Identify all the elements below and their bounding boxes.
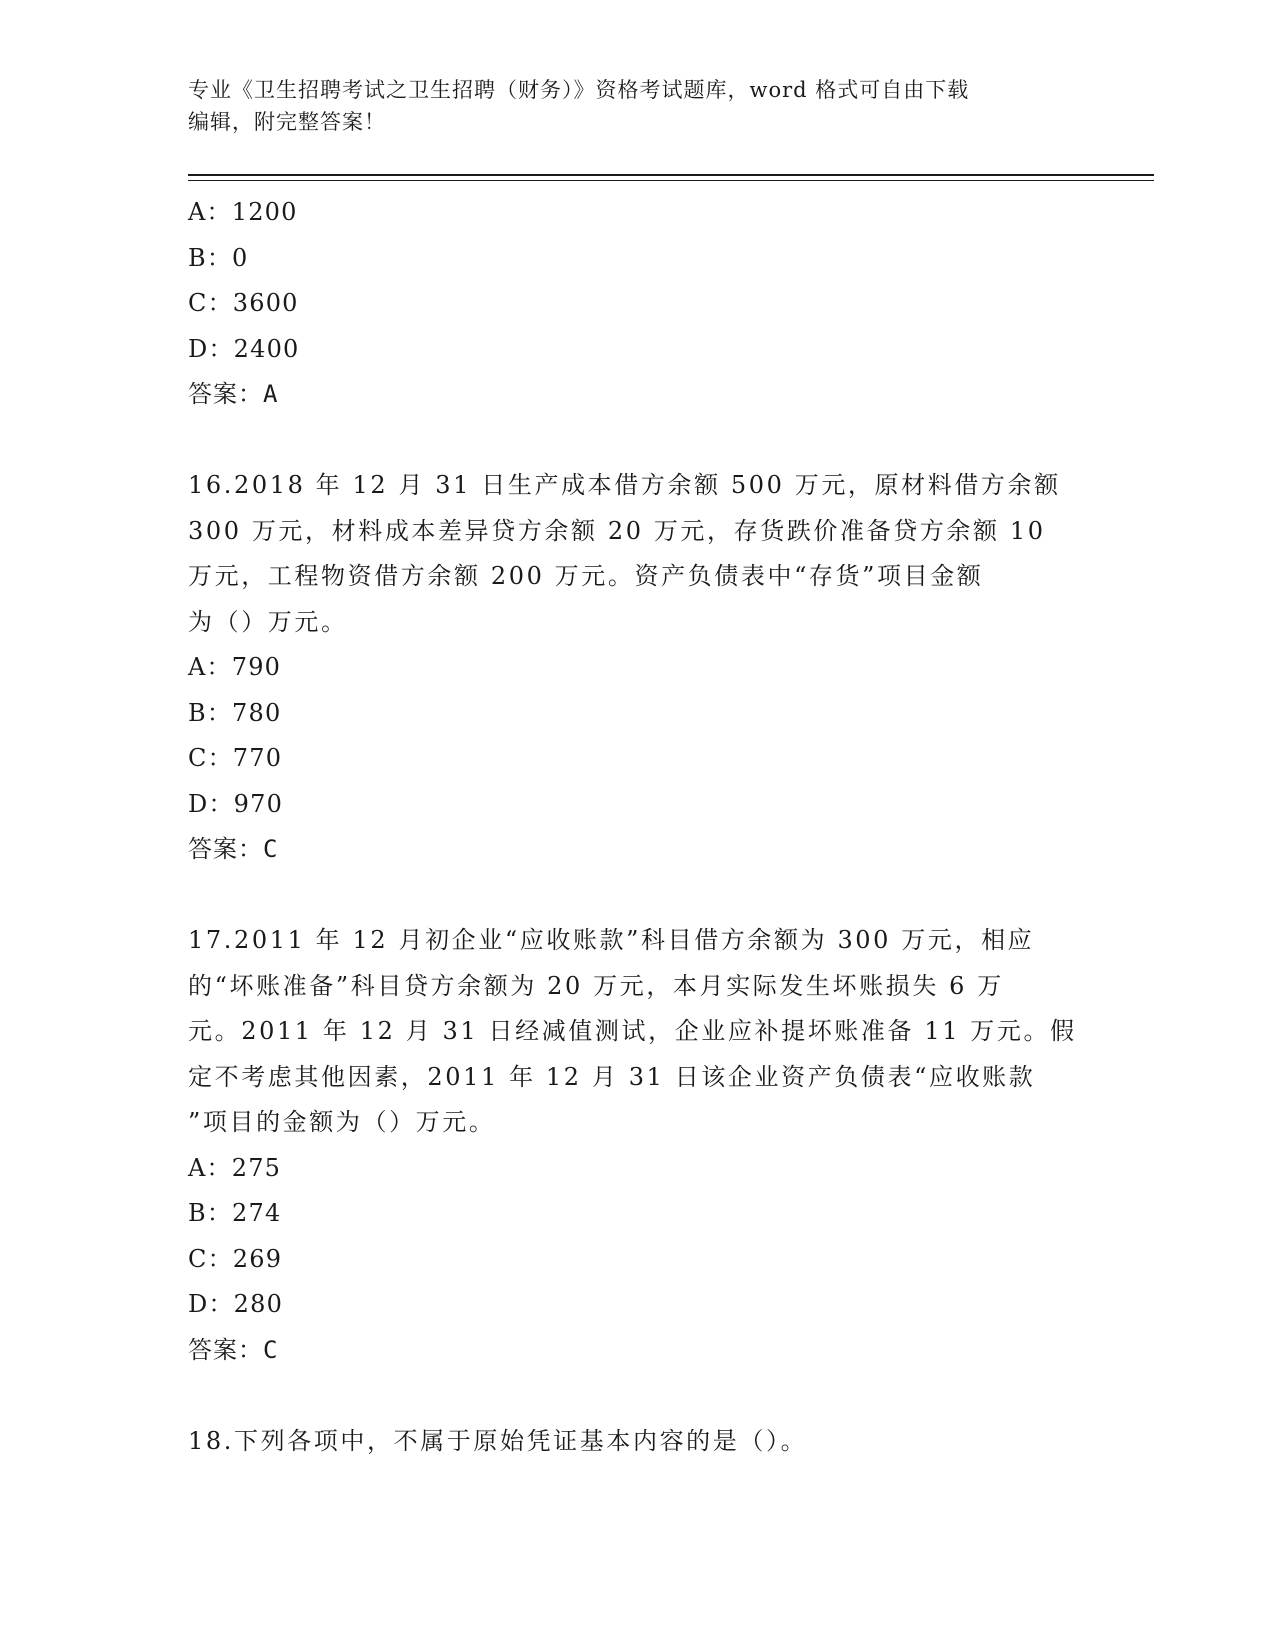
answer: 答案：C [188, 1335, 279, 1364]
question-text-line: 17.2011 年 12 月初企业“应收账款”科目借方余额为 300 万元，相应 [188, 926, 1035, 954]
option-a: A：790 [188, 653, 282, 681]
option-c: C：770 [188, 744, 283, 772]
question-17 [188, 918, 1088, 1373]
option-c: C：3600 [188, 289, 299, 317]
question-content [188, 190, 1088, 1464]
option-b: B：0 [188, 243, 249, 272]
question-text-line: 16.2018 年 12 月 31 日生产成本借方余额 500 万元，原材料借方余额 [188, 471, 1061, 499]
header-divider-thick [188, 174, 1154, 176]
question-18 [188, 1419, 1088, 1465]
answer: 答案：C [188, 835, 279, 863]
question-text-line: 的“坏账准备”科目贷方余额为 20 万元，本月实际发生坏账损失 6 万 [188, 971, 1004, 1000]
question-text-line: 万元，工程物资借方余额 200 万元。资产负债表中“存货”项目金额 [188, 562, 984, 590]
option-d: D：280 [188, 1290, 284, 1318]
option-d: D：970 [188, 789, 284, 818]
option-a: A：275 [188, 1153, 282, 1182]
question-text-line: 元。2011 年 12 月 31 日经减值测试，企业应补提坏账准备 11 万元。假 [188, 1017, 1077, 1045]
question-text-line: ”项目的金额为（）万元。 [188, 1108, 496, 1136]
option-b: B：780 [188, 698, 282, 727]
question-text-line: 定不考虑其他因素，2011 年 12 月 31 日该企业资产负债表“应收账款 [188, 1062, 1036, 1091]
option-b: B：274 [188, 1199, 282, 1227]
question-15-tail [188, 190, 1088, 418]
question-16 [188, 463, 1088, 873]
question-text-line: 18.下列各项中，不属于原始凭证基本内容的是（）。 [188, 1426, 808, 1455]
header-divider-thin [188, 180, 1154, 181]
question-text-line: 为（）万元。 [188, 607, 348, 636]
answer: 答案：A [188, 380, 279, 408]
question-text-line: 300 万元，材料成本差异贷方余额 20 万元，存货跌价准备贷方余额 10 [188, 516, 1046, 545]
header-line-1: 专业《卫生招聘考试之卫生招聘（财务）》资格考试题库，word 格式可自由下载 [188, 78, 970, 102]
option-a: A：1200 [188, 198, 298, 226]
document-header [188, 74, 1068, 138]
option-d: D：2400 [188, 334, 300, 363]
option-c: C：269 [188, 1244, 283, 1273]
header-line-2: 编辑，附完整答案！ [188, 110, 386, 134]
